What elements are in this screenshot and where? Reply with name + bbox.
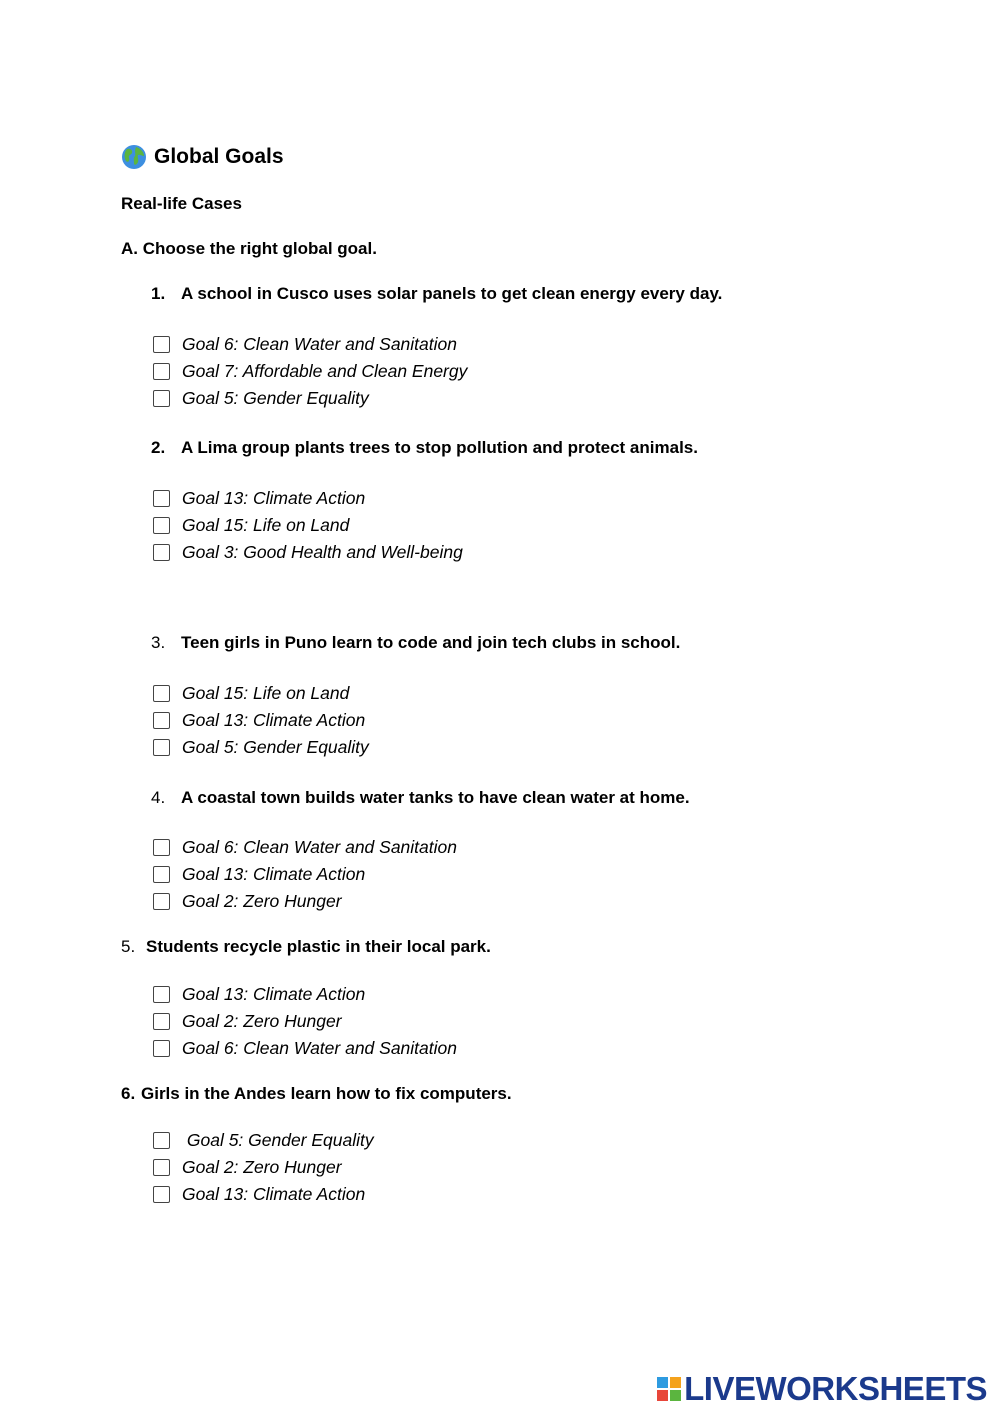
option-row[interactable] [153,333,457,355]
question-text: A Lima group plants trees to stop pollution and protect animals. [181,438,698,457]
option-row[interactable] [153,514,349,536]
subtitle: Real-life Cases [121,194,242,213]
option-row[interactable] [153,360,467,382]
question-1 [151,284,722,304]
option-label: Goal 2: Zero Hunger [182,890,342,911]
question-text: A school in Cusco uses solar panels to get clean energy every day. [181,284,723,303]
question-number: 1. [151,284,166,303]
option-row[interactable] [153,1156,342,1178]
option-label: Goal 5: Gender Equality [182,1129,374,1150]
option-row[interactable] [153,836,457,858]
question-2 [151,438,698,458]
question-3 [151,633,680,653]
checkbox[interactable] [153,839,170,856]
option-row[interactable] [153,487,365,509]
checkbox[interactable] [153,1132,170,1149]
option-row[interactable] [153,863,365,885]
option-row[interactable] [153,890,342,912]
question-5 [121,937,491,957]
question-number: 5. [121,937,136,956]
option-row[interactable] [153,1010,342,1032]
option-row[interactable] [153,541,463,563]
option-label: Goal 13: Climate Action [182,709,366,730]
option-label: Goal 6: Clean Water and Sanitation [182,333,457,354]
question-number: 4. [151,788,166,807]
question-text: Girls in the Andes learn how to fix computers. [141,1084,512,1103]
checkbox[interactable] [153,490,170,507]
checkbox[interactable] [153,986,170,1003]
option-label: Goal 7: Affordable and Clean Energy [182,360,468,381]
option-label: Goal 2: Zero Hunger [182,1010,342,1031]
checkbox[interactable] [153,739,170,756]
option-label: Goal 15: Life on Land [182,514,350,535]
option-row[interactable] [153,387,369,409]
option-row[interactable] [153,1037,457,1059]
option-row[interactable] [153,1183,365,1205]
logo-mark-icon [656,1376,682,1402]
checkbox[interactable] [153,544,170,561]
checkbox[interactable] [153,1186,170,1203]
option-label: Goal 6: Clean Water and Sanitation [182,836,457,857]
question-number: 2. [151,438,166,457]
title-text: Global Goals [154,145,284,168]
question-number: 3. [151,633,166,652]
question-6 [121,1084,512,1104]
option-label: Goal 5: Gender Equality [182,387,369,408]
option-row[interactable] [153,709,365,731]
liveworksheets-logo [656,1370,987,1408]
option-label: Goal 5: Gender Equality [182,736,369,757]
option-label: Goal 13: Climate Action [182,983,366,1004]
checkbox[interactable] [153,1040,170,1057]
page-title [121,144,284,170]
checkbox[interactable] [153,893,170,910]
option-label: Goal 13: Climate Action [182,487,366,508]
checkbox[interactable] [153,866,170,883]
question-number: 6. [121,1084,136,1103]
question-4 [151,788,690,808]
checkbox[interactable] [153,517,170,534]
checkbox[interactable] [153,1013,170,1030]
option-row[interactable] [153,736,369,758]
globe-icon [121,144,147,170]
option-label: Goal 6: Clean Water and Sanitation [182,1037,457,1058]
option-label: Goal 2: Zero Hunger [182,1156,342,1177]
checkbox[interactable] [153,1159,170,1176]
option-label: Goal 15: Life on Land [182,682,350,703]
question-text: A coastal town builds water tanks to have clean water at home. [181,788,690,807]
question-text: Students recycle plastic in their local park. [146,937,491,956]
option-label: Goal 13: Climate Action [182,863,366,884]
checkbox[interactable] [153,685,170,702]
option-row[interactable] [153,1129,374,1151]
option-label: Goal 13: Climate Action [182,1183,366,1204]
logo-text: LIVEWORKSHEETS [684,1370,987,1407]
option-label: Goal 3: Good Health and Well-being [182,541,463,562]
checkbox[interactable] [153,712,170,729]
checkbox[interactable] [153,363,170,380]
option-row[interactable] [153,983,365,1005]
checkbox[interactable] [153,336,170,353]
checkbox[interactable] [153,390,170,407]
option-row[interactable] [153,682,349,704]
section-heading: A. Choose the right global goal. [121,239,377,258]
question-text: Teen girls in Puno learn to code and join tech clubs in school. [181,633,681,652]
